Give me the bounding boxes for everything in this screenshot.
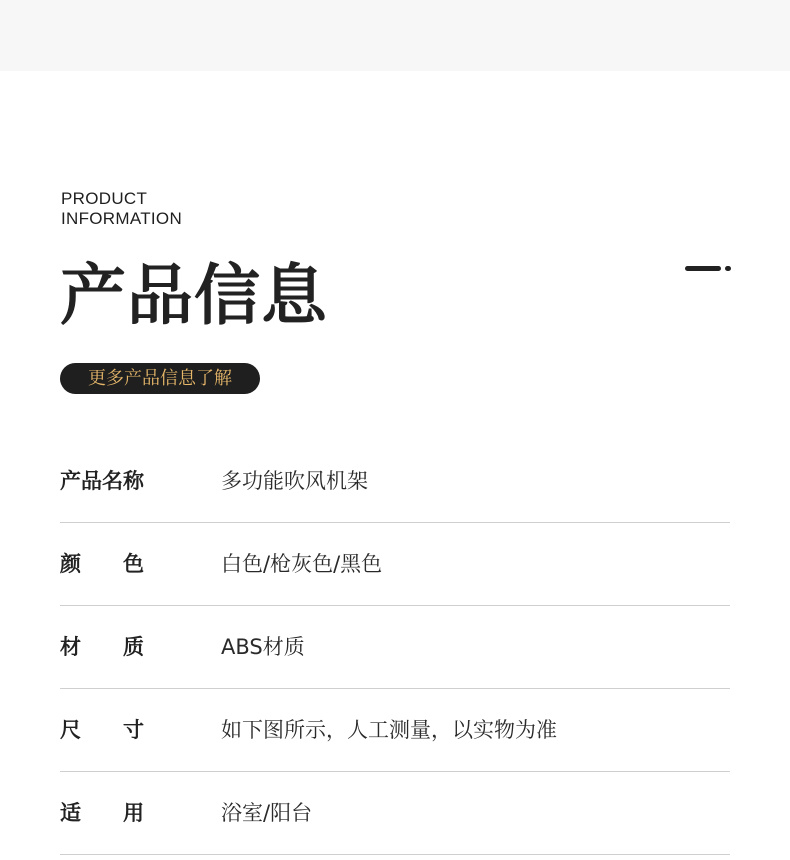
spec-value: 多功能吹风机架 [221,469,368,493]
spec-table [60,440,730,855]
section-subtitle-en [61,189,182,229]
spec-row-material [60,606,730,689]
page-title: 产品信息 [60,257,328,334]
spec-label: 颜 色 [60,552,144,576]
dash-bar [685,266,721,271]
spec-label: 材 质 [60,635,144,659]
spec-label: 产品名称 [60,469,144,493]
subtitle-line-product: PRODUCT [61,189,148,208]
spec-row-size [60,689,730,772]
top-band [0,0,790,71]
spec-label: 适 用 [60,801,144,825]
spec-value: 白色/枪灰色/黑色 [221,552,383,576]
dash-dot-decoration-icon [685,266,731,272]
spec-row-color [60,523,730,606]
spec-value: ABS材质 [221,635,305,659]
spec-row-usage [60,772,730,855]
dash-dot [725,266,731,271]
spec-value: 如下图所示，人工测量，以实物为准 [221,718,557,742]
more-info-button[interactable]: 更多产品信息了解 [60,363,260,394]
spec-value: 浴室/阳台 [221,801,313,825]
spec-row-name [60,440,730,523]
spec-label: 尺 寸 [60,718,144,742]
subtitle-line-information: INFORMATION [61,209,183,228]
